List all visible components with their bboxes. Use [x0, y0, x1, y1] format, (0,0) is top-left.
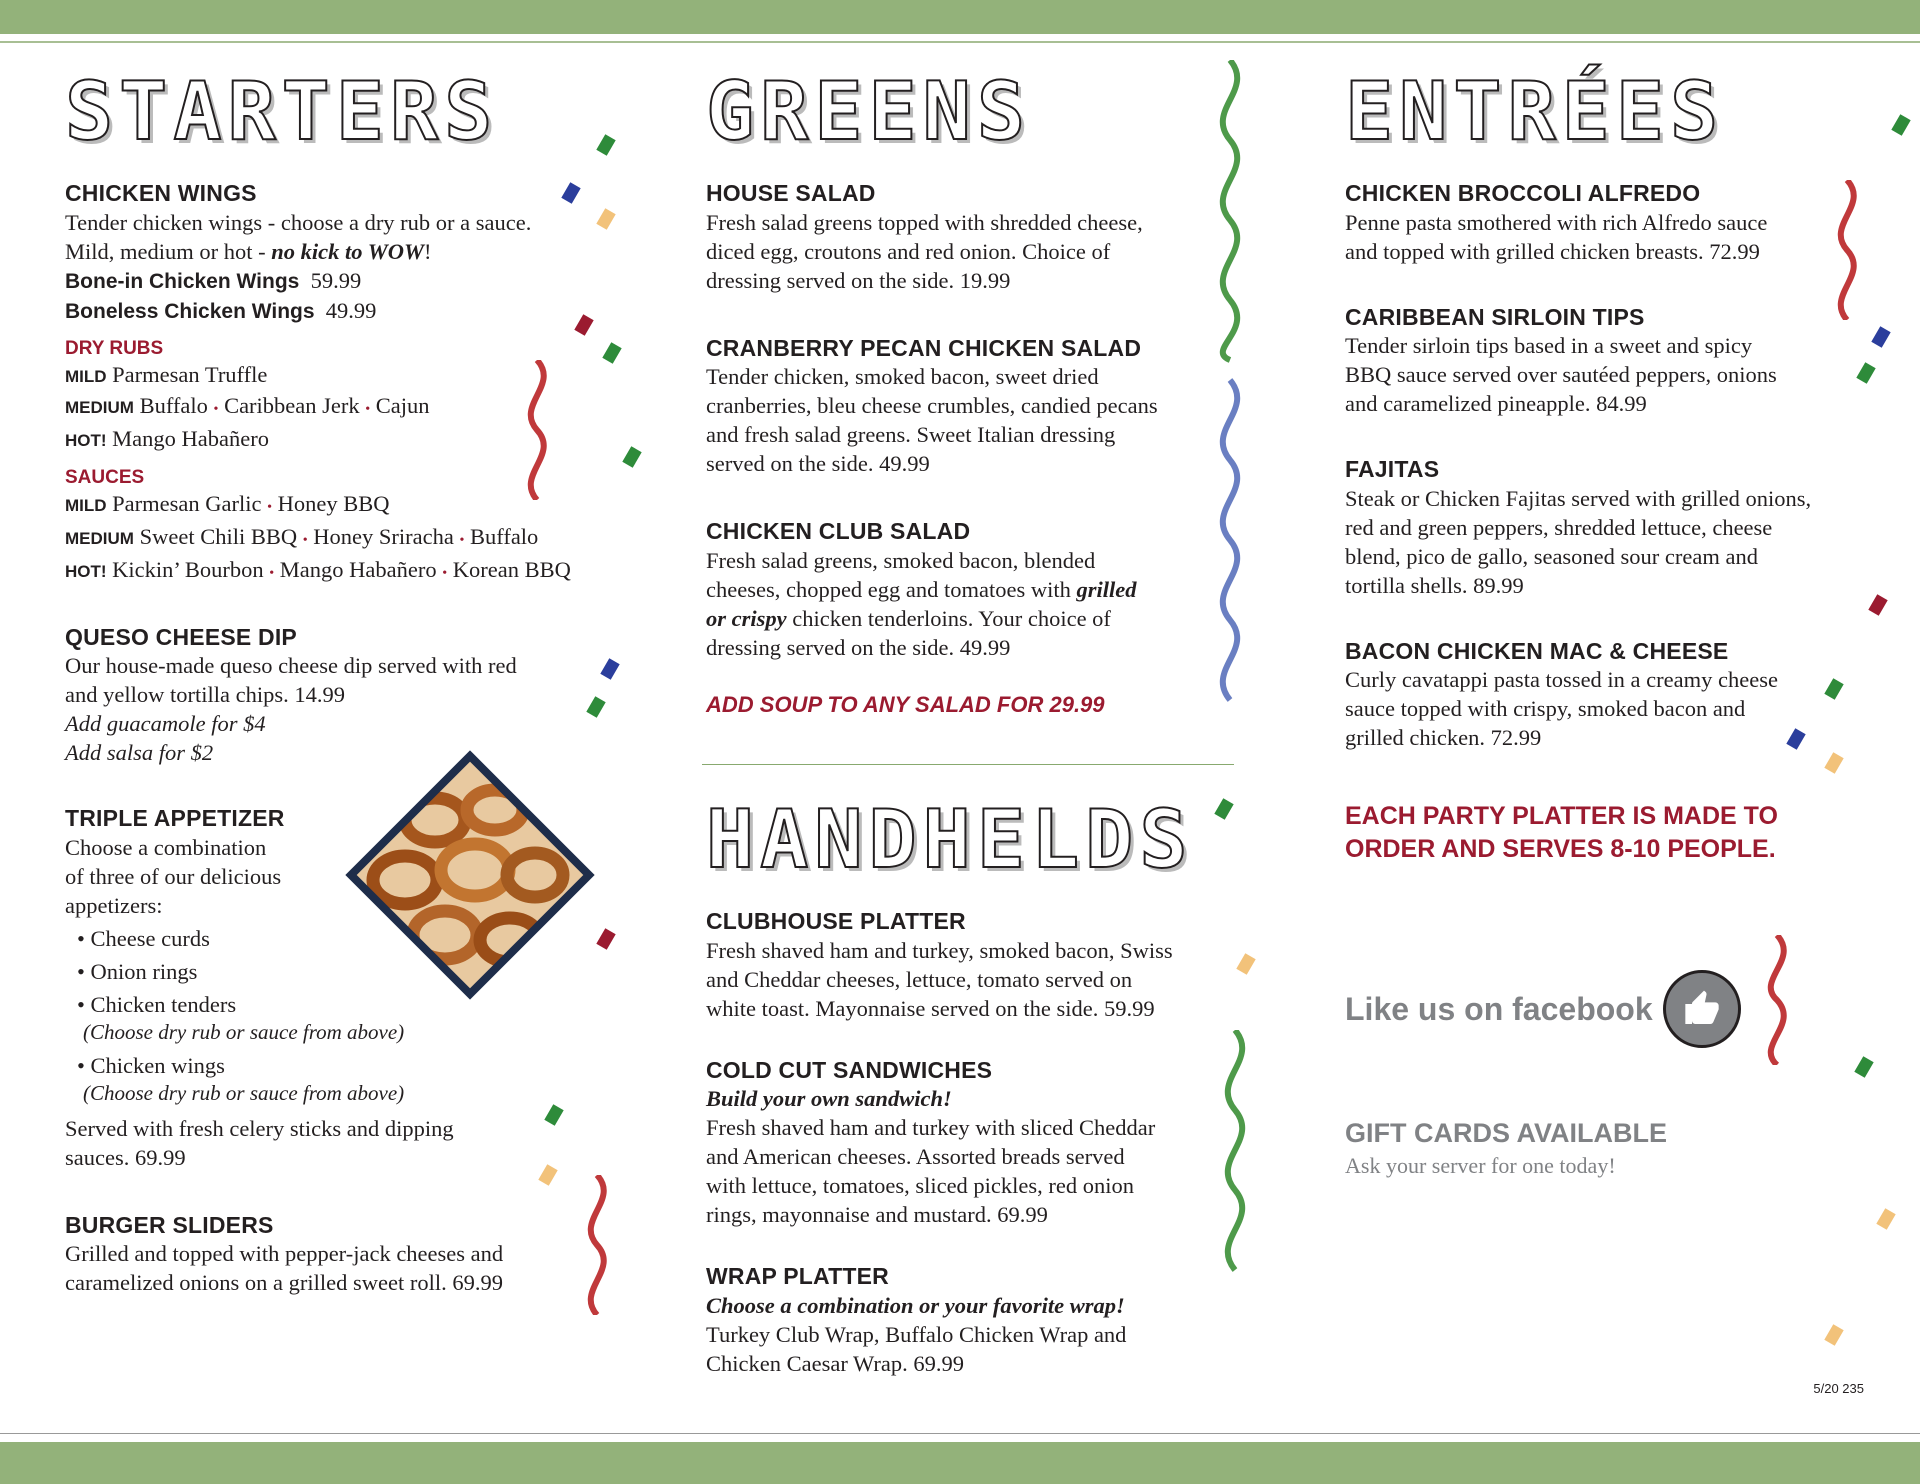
item-desc: Tender sirloin tips based in a sweet and spicy	[1345, 333, 1753, 359]
item-desc: grilled chicken. 72.99	[1345, 725, 1542, 751]
bottom-band	[0, 1442, 1920, 1484]
confetti	[1236, 953, 1255, 975]
item-desc: BBQ sauce served over sautéed peppers, onions	[1345, 362, 1777, 388]
item-name: CARIBBEAN SIRLOIN TIPS	[1345, 303, 1645, 330]
item-name: TRIPLE APPETIZER	[65, 805, 285, 832]
item-desc: sauces. 69.99	[65, 1144, 186, 1170]
confetti	[1824, 1324, 1843, 1346]
gift-title: GIFT CARDS AVAILABLE	[1345, 1118, 1667, 1148]
bottom-rule	[0, 1433, 1920, 1434]
confetti	[1891, 114, 1910, 136]
bone-in-line: Bone-in Chicken Wings 59.99	[65, 267, 362, 293]
menu-item-house-salad	[706, 180, 1236, 295]
list-item: • Chicken wings	[77, 1052, 225, 1078]
boneless-line: Boneless Chicken Wings 49.99	[65, 297, 377, 323]
item-desc: Tender chicken, smoked bacon, sweet dried	[706, 364, 1099, 390]
item-desc: and topped with grilled chicken breasts. 72.99	[1345, 238, 1760, 264]
thumbs-up-icon[interactable]	[1663, 970, 1741, 1048]
item-name: CHICKEN BROCCOLI ALFREDO	[1345, 180, 1701, 206]
soup-addon: ADD SOUP TO ANY SALAD FOR 29.99	[706, 691, 1105, 717]
list-item: • Cheese curds	[77, 925, 210, 951]
sauce-medium: MEDIUM Sweet Chili BBQ • Honey Sriracha • Buffalo	[65, 523, 539, 549]
list-item: • Chicken tenders	[77, 991, 237, 1017]
handhelds-title: HANDHELDS	[706, 793, 1194, 886]
item-name: WRAP PLATTER	[706, 1263, 889, 1290]
item-desc: of three of our delicious	[65, 863, 282, 889]
ribbon-decoration	[575, 1175, 620, 1315]
item-name: QUESO CHEESE DIP	[65, 623, 297, 650]
item-name: COLD CUT SANDWICHES	[706, 1056, 993, 1083]
sauce-hot: HOT! Kickin’ Bourbon • Mango Habañero • Korean BBQ	[65, 556, 571, 582]
ribbon-decoration	[1755, 935, 1800, 1065]
item-tagline: Choose a combination or your favorite wrap!	[706, 1292, 1125, 1318]
gift-subtitle: Ask your server for one today!	[1345, 1153, 1616, 1178]
item-desc: cranberries, bleu cheese crumbles, candied pecans	[706, 393, 1158, 419]
sauce-mild: MILD Parmesan Garlic • Honey BBQ	[65, 490, 390, 516]
menu-item-alfredo	[1345, 180, 1885, 266]
top-band	[0, 0, 1920, 34]
item-desc: dressing served on the side. 49.99	[706, 634, 1011, 660]
item-name: CRANBERRY PECAN CHICKEN SALAD	[706, 334, 1142, 361]
item-desc: and caramelized pineapple. 84.99	[1345, 391, 1647, 417]
item-desc: white toast. Mayonnaise served on the side. 59.99	[706, 995, 1155, 1021]
menu-item-club-salad	[706, 518, 1236, 662]
confetti	[1854, 1056, 1873, 1078]
item-desc: and fresh salad greens. Sweet Italian dressing	[706, 422, 1116, 448]
entrees-column	[1345, 65, 1885, 866]
item-desc: red and green peppers, shredded lettuce, cheese	[1345, 514, 1773, 540]
menu-item-wrap-platter	[706, 1263, 1236, 1378]
item-desc: Curly cavatappi pasta tossed in a creamy cheese	[1345, 667, 1778, 693]
menu-item-fajitas	[1345, 456, 1885, 600]
item-name: BACON CHICKEN MAC & CHEESE	[1345, 637, 1729, 664]
menu-item-cranberry-salad	[706, 335, 1236, 479]
greens-title: GREENS	[706, 65, 1031, 158]
sauces-title: SAUCES	[65, 466, 145, 488]
item-name: CHICKEN WINGS	[65, 180, 257, 206]
item-desc: Turkey Club Wrap, Buffalo Chicken Wrap and	[706, 1321, 1127, 1347]
item-desc: rings, mayonnaise and mustard. 69.99	[706, 1202, 1048, 1228]
item-desc: and American cheeses. Assorted breads served	[706, 1144, 1125, 1170]
item-name: CLUBHOUSE PLATTER	[706, 908, 966, 934]
dry-rub-mild: MILD Parmesan Truffle	[65, 361, 268, 387]
print-code: 5/20 235	[1813, 1381, 1864, 1396]
onion-rings-image	[345, 750, 595, 1000]
gift-cards	[1345, 1118, 1667, 1179]
item-desc: appetizers:	[65, 892, 163, 918]
item-desc: served on the side. 49.99	[706, 451, 930, 477]
item-desc: Fresh shaved ham and turkey, smoked bacon, Swiss	[706, 937, 1173, 963]
item-desc: tortilla shells. 89.99	[1345, 572, 1524, 598]
list-note: (Choose dry rub or sauce from above)	[83, 1019, 405, 1044]
item-addon: Add guacamole for $4	[65, 711, 266, 737]
item-name: CHICKEN CLUB SALAD	[706, 518, 971, 545]
item-desc: Served with fresh celery sticks and dipping	[65, 1115, 454, 1141]
handhelds-column	[706, 793, 1236, 1404]
item-tagline: Build your own sandwich!	[706, 1086, 952, 1112]
facebook-label: Like us on facebook	[1345, 990, 1653, 1027]
menu-item-clubhouse-platter	[706, 908, 1236, 1023]
starters-column	[65, 65, 665, 1323]
starters-title: STARTERS	[65, 65, 499, 158]
item-desc: Penne pasta smothered with rich Alfredo sauce	[1345, 209, 1768, 235]
item-desc: dressing served on the side. 19.99	[706, 267, 1011, 293]
item-desc: and yellow tortilla chips. 14.99	[65, 682, 345, 708]
ribbon-decoration	[1205, 60, 1255, 720]
menu-item-chicken-wings	[65, 180, 665, 588]
item-desc: and Cheddar cheeses, lettuce, tomato served on	[706, 966, 1133, 992]
item-desc: blend, pico de gallo, seasoned sour cream and	[1345, 543, 1758, 569]
entrees-title: ENTRÉES	[1345, 65, 1725, 158]
section-divider	[702, 764, 1234, 765]
party-note: EACH PARTY PLATTER IS MADE TO ORDER AND SERVES 8-10 PEOPLE.	[1345, 802, 1778, 864]
dry-rub-hot: HOT! Mango Habañero	[65, 425, 269, 451]
facebook-promo[interactable]	[1345, 970, 1741, 1048]
item-desc: cheeses, chopped egg and tomatoes with grilled	[706, 576, 1137, 602]
item-desc: Chicken Caesar Wrap. 69.99	[706, 1350, 964, 1376]
item-desc: caramelized onions on a grilled sweet roll. 69.99	[65, 1270, 503, 1296]
dry-rubs-title: DRY RUBS	[65, 337, 164, 359]
item-desc: Tender chicken wings - choose a dry rub or a sauce.	[65, 209, 532, 235]
ribbon-decoration	[1210, 1030, 1260, 1280]
item-name: FAJITAS	[1345, 456, 1440, 483]
item-desc: Mild, medium or hot - no kick to WOW!	[65, 238, 432, 264]
menu-item-queso	[65, 624, 665, 768]
item-desc: diced egg, croutons and red onion. Choice of	[706, 238, 1111, 264]
item-desc: Choose a combination	[65, 834, 267, 860]
greens-column	[706, 65, 1236, 718]
item-desc: Grilled and topped with pepper-jack cheeses and	[65, 1241, 504, 1267]
menu-item-sirloin	[1345, 304, 1885, 419]
item-desc: with lettuce, tomatoes, sliced pickles, red onion	[706, 1173, 1135, 1199]
top-rule	[0, 41, 1920, 43]
item-desc: sauce topped with crispy, smoked bacon and	[1345, 696, 1746, 722]
list-note: (Choose dry rub or sauce from above)	[83, 1080, 405, 1105]
list-item: • Onion rings	[77, 958, 198, 984]
item-desc: Fresh salad greens, smoked bacon, blended	[706, 547, 1096, 573]
confetti	[1876, 1208, 1895, 1230]
item-desc: Our house-made queso cheese dip served with red	[65, 653, 517, 679]
dry-rub-medium: MEDIUM Buffalo • Caribbean Jerk • Cajun	[65, 392, 430, 418]
item-addon: Add salsa for $2	[65, 740, 214, 766]
item-desc: Fresh shaved ham and turkey with sliced Cheddar	[706, 1115, 1156, 1141]
ribbon-decoration	[1825, 180, 1870, 320]
item-name: HOUSE SALAD	[706, 180, 876, 206]
item-name: BURGER SLIDERS	[65, 1211, 274, 1238]
menu-item-cold-cut	[706, 1057, 1236, 1230]
ribbon-decoration	[515, 360, 560, 500]
item-desc: Steak or Chicken Fajitas served with grilled onions,	[1345, 485, 1812, 511]
item-desc: Fresh salad greens topped with shredded cheese,	[706, 209, 1143, 235]
item-desc: or crispy chicken tenderloins. Your choice of	[706, 605, 1111, 631]
